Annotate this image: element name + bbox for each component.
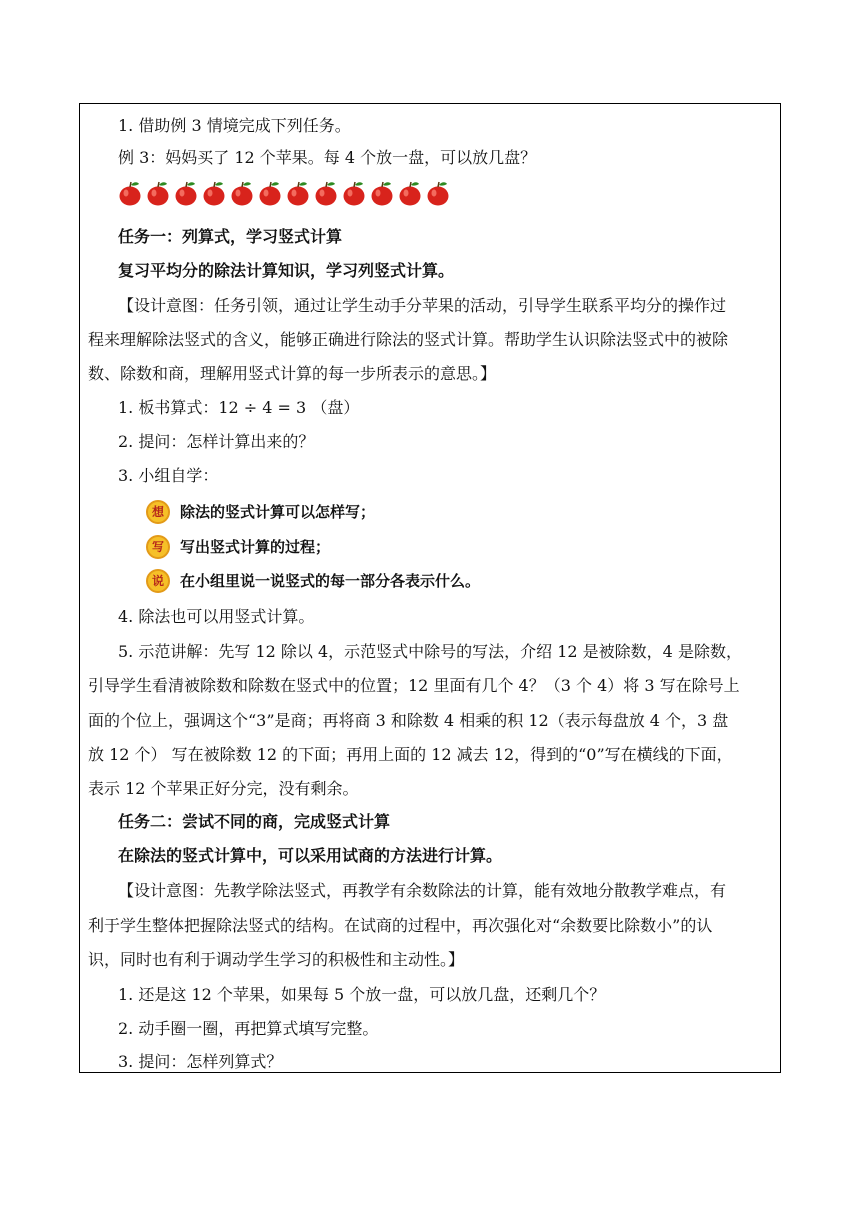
- intent2-line: 利于学生整体把握除法竖式的结构。在试商的过程中，再次强化对“余数要比除数小”的认: [88, 916, 713, 935]
- bullet-speak: 在小组里说一说竖式的每一部分各表示什么。: [180, 572, 481, 590]
- step-5-line: 放 12 个） 写在被除数 12 的下面；再用上面的 12 减去 12，得到的“0”写在横线的下面，: [88, 745, 733, 764]
- apple-icon: [426, 180, 450, 206]
- apple-icon: [146, 180, 170, 206]
- task2-step-2: 2. 动手圈一圈，再把算式填写完整。: [118, 1019, 379, 1038]
- apple-icon: [370, 180, 394, 206]
- task2-subtitle: 在除法的竖式计算中，可以采用试商的方法进行计算。: [118, 846, 503, 865]
- apple-icon: [202, 180, 226, 206]
- item-1: 1. 借助例 3 情境完成下列任务。: [118, 116, 351, 135]
- task2-step-3: 3. 提问：怎样列算式？: [118, 1052, 283, 1071]
- intent1-line: 【设计意图：任务引领，通过让学生动手分苹果的活动，引导学生联系平均分的操作过: [118, 296, 727, 315]
- step-3: 3. 小组自学：: [118, 466, 219, 485]
- think-icon: 想: [146, 500, 170, 524]
- apple-icon: [230, 180, 254, 206]
- task2-title: 任务二：尝试不同的商，完成竖式计算: [118, 812, 391, 831]
- apple-icon: [174, 180, 198, 206]
- write-icon: 写: [146, 535, 170, 559]
- intent2-line: 识，同时也有利于调动学生学习的积极性和主动性。】: [88, 950, 465, 969]
- task1-title: 任务一：列算式，学习竖式计算: [118, 227, 343, 246]
- step-5: 5. 示范讲解：先写 12 除以 4，示范竖式中除号的写法，介绍 12 是被除数，4 是除数，: [118, 642, 742, 661]
- apple-icon: [286, 180, 310, 206]
- intent2-line: 【设计意图：先教学除法竖式，再教学有余数除法的计算，能有效地分散教学难点，有: [118, 881, 727, 900]
- apple-icon: [314, 180, 338, 206]
- apple-icon: [342, 180, 366, 206]
- intent1-line: 程来理解除法竖式的含义，能够正确进行除法的竖式计算。帮助学生认识除法竖式中的被除: [88, 330, 729, 349]
- task1-subtitle: 复习平均分的除法计算知识，学习列竖式计算。: [118, 261, 455, 280]
- task2-step-1: 1. 还是这 12 个苹果，如果每 5 个放一盘，可以放几盘，还剩几个？: [118, 985, 606, 1004]
- apple-row: [118, 180, 450, 210]
- bullet-write: 写出竖式计算的过程；: [180, 538, 331, 556]
- step-5-line: 面的个位上，强调这个“3”是商；再将商 3 和除数 4 相乘的积 12（表示每盘放 4 个，3 盘: [88, 711, 729, 730]
- apple-icon: [398, 180, 422, 206]
- bullet-think: 除法的竖式计算可以怎样写；: [180, 503, 376, 521]
- step-5-line: 表示 12 个苹果正好分完，没有剩余。: [88, 779, 359, 798]
- example-3: 例 3：妈妈买了 12 个苹果。每 4 个放一盘，可以放几盘？: [118, 148, 537, 167]
- step-5-line: 引导学生看清被除数和除数在竖式中的位置；12 里面有几个 4？（3 个 4）将 3 写在除号上: [88, 676, 740, 695]
- apple-icon: [118, 180, 142, 206]
- apple-icon: [258, 180, 282, 206]
- step-1: 1. 板书算式：12 ÷ 4 = 3 （盘）: [118, 398, 360, 417]
- intent1-line: 数、除数和商，理解用竖式计算的每一步所表示的意思。】: [88, 364, 497, 383]
- step-4: 4. 除法也可以用竖式计算。: [118, 607, 315, 626]
- speak-icon: 说: [146, 569, 170, 593]
- step-2: 2. 提问：怎样计算出来的？: [118, 432, 315, 451]
